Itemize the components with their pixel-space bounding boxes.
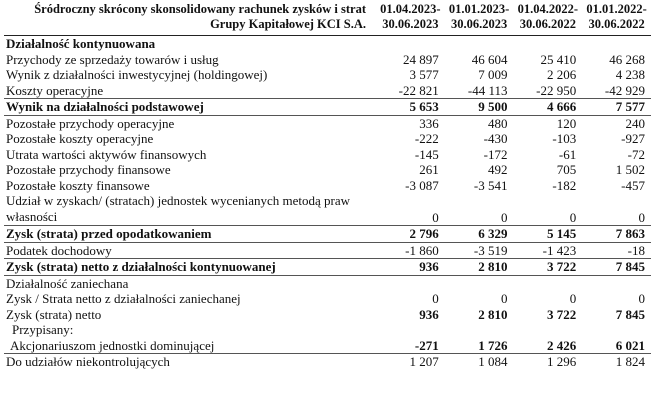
row-label: Pozostałe koszty operacyjne	[6, 131, 154, 146]
table-row	[4, 147, 651, 163]
row-label: Zysk / Strata netto z działalności zaniechanej	[6, 291, 241, 306]
row-value: -457	[621, 177, 645, 193]
row-value: 3 722	[514, 259, 583, 276]
row-value: 46 268	[609, 51, 645, 67]
row-value: -103	[552, 131, 577, 146]
row-value: 3 722	[547, 306, 577, 322]
row-value	[514, 275, 583, 291]
table-row-net-profit	[4, 307, 651, 323]
row-value: 0	[501, 291, 508, 306]
period-to: 30.06.2022	[519, 17, 576, 31]
row-value: 2 206	[547, 67, 577, 82]
row-value: -222	[414, 131, 439, 146]
row-value: 0	[638, 291, 645, 306]
row-value: -927	[621, 131, 645, 146]
row-label: Wynik na działalności podstawowej	[4, 99, 376, 116]
row-value: 7 577	[582, 99, 651, 116]
row-value: 2 796	[376, 226, 445, 243]
table-row	[4, 338, 651, 354]
row-value: 1 207	[409, 354, 439, 369]
row-value: 261	[419, 162, 439, 177]
period-from: 01.01.2022-	[586, 2, 647, 16]
period-from: 01.04.2023-	[380, 2, 441, 16]
row-value: 1 824	[615, 354, 645, 369]
row-label: Wynik z działalności inwestycyjnej (holdingowej)	[6, 67, 268, 82]
row-label: Akcjonariuszom jednostki dominującej	[4, 338, 376, 354]
row-value: -271	[376, 338, 445, 354]
row-value	[514, 322, 583, 338]
row-value: 4 666	[514, 99, 583, 116]
period-header-2	[445, 2, 514, 36]
row-value: 1 296	[547, 354, 577, 369]
row-value: 7 845	[615, 306, 645, 322]
period-to: 30.06.2023	[451, 17, 508, 31]
row-value: 6 329	[445, 226, 514, 243]
table-title-line-2: Grupy Kapitałowej KCI S.A.	[210, 17, 366, 31]
row-value: 1 726	[445, 338, 514, 354]
row-value: 0	[582, 193, 651, 226]
table-row	[4, 83, 651, 99]
table-row	[4, 131, 651, 147]
row-value	[445, 322, 514, 338]
row-value	[376, 275, 445, 291]
row-value: 1 502	[615, 162, 645, 177]
row-value: -430	[483, 131, 508, 146]
row-value: 480	[488, 115, 508, 131]
period-header-1	[376, 2, 445, 36]
row-value	[445, 275, 514, 291]
table-title-line-1: Śródroczny skrócony skonsolidowany rachunek zysków i strat	[34, 2, 366, 16]
table-row-subtotal	[4, 259, 651, 276]
row-value	[582, 322, 651, 338]
row-value: 0	[445, 193, 514, 226]
row-value: -22 821	[376, 83, 445, 99]
row-value: -145	[414, 146, 439, 162]
period-header-4	[582, 2, 651, 36]
row-value: -42 929	[582, 83, 651, 99]
period-to: 30.06.2023	[382, 17, 439, 31]
row-value	[582, 275, 651, 291]
table-row	[4, 242, 651, 259]
table-row	[4, 162, 651, 178]
row-value: 1 084	[478, 354, 508, 369]
row-value: 240	[625, 115, 645, 131]
row-label: Zysk (strata) netto	[6, 306, 102, 322]
table-row-section-continuing	[4, 36, 651, 52]
table-row	[4, 291, 651, 307]
row-value: 936	[376, 259, 445, 276]
row-value: 492	[488, 162, 508, 177]
row-value	[582, 36, 651, 52]
row-label: Pozostałe przychody operacyjne	[6, 115, 175, 131]
row-value: -1 860	[376, 242, 445, 259]
row-value: -44 113	[445, 83, 514, 99]
table-title	[4, 2, 376, 36]
row-label: Do udziałów niekontrolujących	[6, 354, 170, 369]
row-value: 2 810	[445, 259, 514, 276]
row-value	[376, 322, 445, 338]
row-label: Przypisany:	[12, 322, 74, 337]
row-label: Pozostałe koszty finansowe	[6, 177, 150, 193]
row-value	[445, 36, 514, 52]
row-value: 336	[419, 115, 439, 131]
period-to: 30.06.2022	[588, 17, 645, 31]
row-value: 9 500	[445, 99, 514, 116]
row-value: 4 238	[615, 67, 645, 82]
table-row	[4, 354, 651, 370]
row-value: 2 426	[514, 338, 583, 354]
row-value: 0	[569, 291, 577, 306]
row-value	[514, 36, 583, 52]
row-value: 7 845	[582, 259, 651, 276]
row-value: 5 145	[514, 226, 583, 243]
row-value: -172	[483, 146, 508, 162]
row-value: -61	[558, 146, 577, 162]
row-value: -72	[627, 146, 645, 162]
row-value: 0	[376, 193, 445, 226]
table-row-subtotal	[4, 226, 651, 243]
row-value: 25 410	[540, 51, 577, 67]
row-value: 0	[432, 291, 439, 306]
table-row	[4, 322, 651, 338]
row-value: -3 087	[405, 177, 439, 193]
row-value: 7 863	[582, 226, 651, 243]
table-row	[4, 178, 651, 194]
row-value	[376, 36, 445, 52]
row-value: 120	[556, 115, 577, 131]
table-row	[4, 52, 651, 68]
row-label: Zysk (strata) netto z działalności kontynuowanej	[4, 259, 376, 276]
row-label: Działalność kontynuowana	[6, 36, 156, 51]
row-value: -1 423	[514, 242, 583, 259]
row-value: 2 810	[478, 306, 508, 322]
row-label: Udział w zyskach/ (stratach) jednostek wycenianych metodą praw własności	[4, 193, 376, 226]
row-value: 46 604	[471, 51, 508, 67]
row-label: Utrata wartości aktywów finansowych	[6, 146, 207, 162]
row-label: Zysk (strata) przed opodatkowaniem	[4, 226, 376, 243]
period-header-3	[514, 2, 583, 36]
row-value: 0	[514, 193, 583, 226]
row-value: -3 541	[473, 177, 508, 193]
row-label: Przychody ze sprzedaży towarów i usług	[6, 51, 219, 67]
row-label: Koszty operacyjne	[4, 83, 376, 99]
row-value: 24 897	[403, 51, 439, 67]
table-row	[4, 193, 651, 226]
table-row-section-discontinued	[4, 275, 651, 291]
row-label: Podatek dochodowy	[4, 242, 376, 259]
table-row	[4, 67, 651, 83]
row-value: 705	[556, 162, 577, 177]
row-label: Pozostałe przychody finansowe	[6, 162, 171, 177]
table-row-subtotal	[4, 99, 651, 116]
header-row	[4, 2, 651, 36]
row-value: 6 021	[582, 338, 651, 354]
row-value: -3 519	[445, 242, 514, 259]
row-value: 5 653	[376, 99, 445, 116]
row-value: 7 009	[478, 67, 508, 82]
row-value: 3 577	[409, 67, 439, 82]
period-from: 01.04.2022-	[517, 2, 579, 16]
period-from: 01.01.2023-	[448, 2, 510, 16]
row-value: -182	[552, 177, 577, 193]
row-label: Działalność zaniechana	[6, 275, 129, 291]
income-statement-table	[4, 2, 651, 370]
table-row	[4, 115, 651, 131]
row-value: -18	[582, 242, 651, 259]
row-value: -22 950	[514, 83, 583, 99]
row-value: 936	[419, 306, 439, 322]
